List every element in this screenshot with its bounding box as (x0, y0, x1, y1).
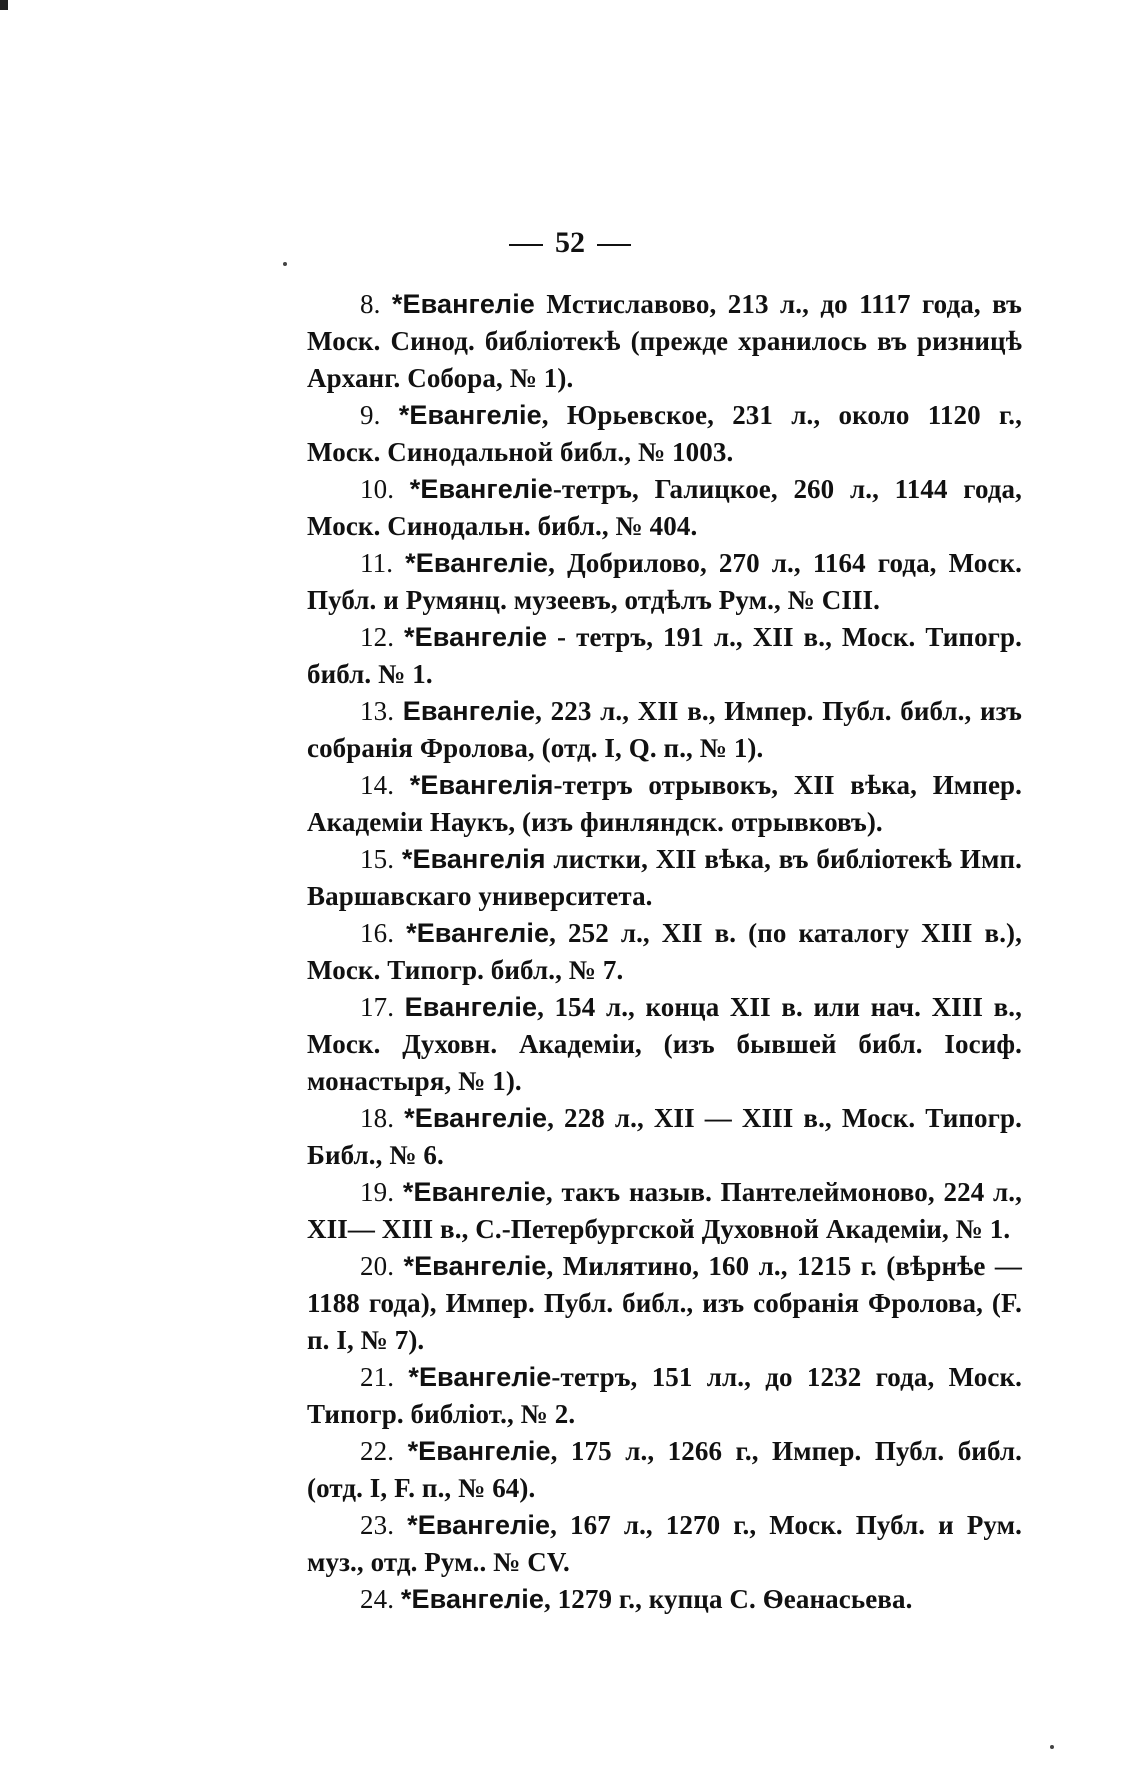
entry-description: , 167 л., 1270 г., Моск. Публ. и Рум. муз., отд. Рум.. № CV. (307, 1510, 1022, 1577)
entry-title: Евангеліе (413, 1177, 546, 1207)
entry-description: Мстиславово, 213 л., до 1117 года, въ Моск. Синод. библіотекѣ (прежде хранилось въ ризницѣ Арханг. Собора, № 1). (307, 289, 1022, 393)
catalog-entry (307, 619, 1022, 693)
entry-title: Евангеліе (416, 918, 550, 948)
entry-description: -тетръ отрывокъ, XII вѣка, Импер. Академіи Наукъ, (изъ финляндск. отрывковъ). (307, 770, 1022, 837)
entry-asterisk: * (404, 622, 415, 652)
entry-description: , 1279 г., купца С. Ѳеанасьева. (543, 1584, 913, 1614)
entry-asterisk: * (404, 1103, 415, 1133)
entry-asterisk: * (407, 1436, 419, 1466)
entry-description: , Добрилово, 270 л., 1164 года, Моск. Публ. и Румянц. музеевъ, отдѣлъ Рум., № CIII. (307, 548, 1022, 615)
catalog-entry (307, 1174, 1022, 1248)
entry-title: Евангеліе (418, 1436, 551, 1466)
catalog-entry (307, 1100, 1022, 1174)
stray-dot (283, 262, 287, 266)
catalog-entry (307, 841, 1022, 915)
entry-title: Евангеліе (402, 696, 536, 726)
entry-number: 20. (360, 1251, 395, 1281)
entry-number: 21. (360, 1362, 395, 1392)
entry-title: Евангеліе (414, 1103, 548, 1133)
entry-description: -тетръ, 151 лл., до 1232 года, Моск. Типогр. библіот., № 2. (307, 1362, 1022, 1429)
entry-title: Евангеліе (414, 622, 548, 652)
entry-number: 24. (360, 1584, 395, 1614)
entry-title: Евангеліе (409, 400, 542, 430)
entry-asterisk: * (409, 770, 421, 800)
entry-description: , такъ назыв. Пантелеймоново, 224 л., XII— XIII в., С.-Петербургской Духовной Академіи, № 1. (307, 1177, 1022, 1244)
page-number-dash-right (597, 244, 631, 246)
catalog-entry (307, 1581, 1022, 1618)
catalog-entry (307, 989, 1022, 1100)
entry-title: Евангеліе (417, 1510, 551, 1540)
catalog-entry (307, 397, 1022, 471)
entry-asterisk: * (400, 1584, 412, 1614)
entry-description: , 223 л., XII в., Импер. Публ. библ., изъ собранія Фролова, (отд. I, Q. п., № 1). (307, 696, 1022, 763)
entry-description: , Юрьевское, 231 л., около 1120 г., Моск. Синодальной библ., № 1003. (307, 400, 1023, 467)
entry-title: Евангеліе (415, 548, 549, 578)
catalog-entry (307, 286, 1022, 397)
entry-number: 13. (360, 696, 395, 726)
entry-number: 18. (360, 1103, 395, 1133)
entry-asterisk: * (398, 400, 410, 430)
catalog-entry (307, 545, 1022, 619)
catalog-entry (307, 1507, 1022, 1581)
page-number-dash-left (509, 244, 543, 246)
entry-number: 10. (360, 474, 395, 504)
entry-asterisk: * (406, 918, 417, 948)
entry-asterisk: * (409, 474, 421, 504)
entry-asterisk: * (402, 1177, 414, 1207)
entry-description: , 154 л., конца XII в. или нач. XIII в., Моск. Духовн. Академіи, (изъ бывшей библ. Іосиф. монастыря, № 1). (307, 992, 1022, 1096)
catalog-entry (307, 767, 1022, 841)
entry-asterisk: * (391, 289, 403, 319)
catalog-entry (307, 1433, 1022, 1507)
page-number (0, 226, 1140, 260)
stray-dot (1050, 1745, 1054, 1749)
entry-title: Евангелія (412, 844, 546, 874)
entry-number: 9. (360, 400, 381, 430)
entry-description: -тетръ, Галицкое, 260 л., 1144 года, Моск. Синодальн. библ., № 404. (307, 474, 1022, 541)
entry-title: Евангелія (420, 770, 554, 800)
entry-description: листки, XII вѣка, въ библіотекѣ Имп. Варшавскаго университета. (307, 844, 1022, 911)
entry-number: 11. (360, 548, 394, 578)
catalog-entry (307, 915, 1022, 989)
entry-asterisk: * (403, 1251, 415, 1281)
catalog-entry (307, 693, 1022, 767)
catalog-entry (307, 1359, 1022, 1433)
catalog-entry (307, 1248, 1022, 1359)
entry-number: 8. (360, 289, 381, 319)
entry-title: Евангеліе (402, 289, 535, 319)
entry-asterisk: * (401, 844, 413, 874)
entry-description: , 175 л., 1266 г., Импер. Публ. библ. (отд. I, F. п., № 64). (307, 1436, 1022, 1503)
entry-title: Евангеліе (404, 992, 538, 1022)
entry-description: , Милятино, 160 л., 1215 г. (вѣрнѣе —1188 года), Импер. Публ. библ., изъ собранія Фролова, (F. п. I, № 7). (307, 1251, 1022, 1355)
entry-asterisk: * (405, 548, 416, 578)
entry-title: Евангеліе (418, 1362, 552, 1392)
entry-number: 15. (360, 844, 395, 874)
entry-list (307, 286, 1022, 1618)
entry-title: Евангеліе (411, 1584, 544, 1614)
entry-number: 12. (360, 622, 395, 652)
entry-title: Евангеліе (414, 1251, 547, 1281)
entry-asterisk: * (408, 1362, 419, 1392)
entry-number: 17. (360, 992, 395, 1022)
entry-number: 22. (360, 1436, 395, 1466)
entry-description: , 228 л., XII — XIII в., Моск. Типогр. Библ., № 6. (307, 1103, 1022, 1170)
entry-description: , 252 л., XII в. (по каталогу XIII в.), Моск. Типогр. библ., № 7. (307, 918, 1022, 985)
entry-asterisk: * (407, 1510, 418, 1540)
page-number-value: 52 (555, 226, 585, 259)
catalog-entry (307, 471, 1022, 545)
entry-number: 23. (360, 1510, 395, 1540)
entry-number: 16. (360, 918, 395, 948)
scan-edge-mark (0, 0, 8, 10)
entry-number: 14. (360, 770, 395, 800)
entry-number: 19. (360, 1177, 395, 1207)
entry-description: - тетръ, 191 л., XII в., Моск. Типогр. библ. № 1. (307, 622, 1022, 689)
entry-title: Евангеліе (420, 474, 553, 504)
